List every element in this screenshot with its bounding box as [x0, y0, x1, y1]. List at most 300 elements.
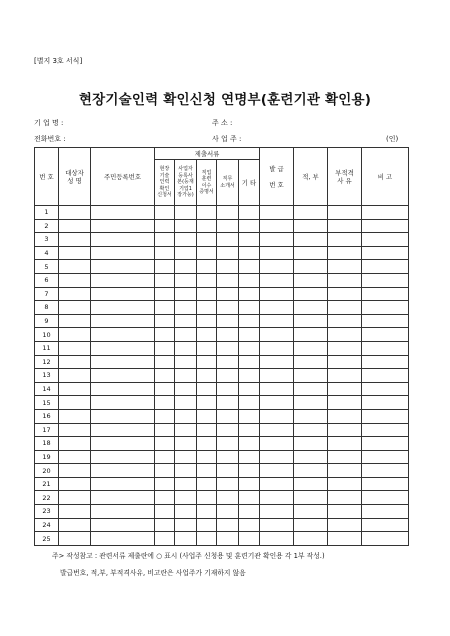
table-cell: [217, 437, 239, 451]
table-row: [35, 314, 409, 328]
header-doc-job-introduction: 직무 소개서: [217, 160, 239, 206]
table-cell: [197, 450, 217, 464]
page-title: 현장기술인력 확인신청 연명부(훈련기관 확인용): [78, 92, 372, 108]
table-cell: [239, 464, 260, 478]
table-cell: [239, 273, 260, 287]
table-cell: [362, 246, 409, 260]
table-cell: [59, 246, 91, 260]
table-cell: [175, 260, 197, 274]
table-cell: [91, 505, 155, 519]
table-cell: [362, 233, 409, 247]
table-cell: [217, 287, 239, 301]
table-cell: [175, 233, 197, 247]
table-cell: [59, 314, 91, 328]
table-cell: [91, 437, 155, 451]
table-cell: [328, 273, 362, 287]
table-cell: [362, 532, 409, 546]
table-cell: [155, 328, 175, 342]
table-row: [35, 450, 409, 464]
table-cell: [197, 314, 217, 328]
table-cell: [239, 287, 260, 301]
table-cell: [217, 301, 239, 315]
table-cell: [91, 450, 155, 464]
table-cell: [155, 464, 175, 478]
table-cell: [328, 355, 362, 369]
table-cell: [197, 301, 217, 315]
table-cell: [294, 287, 328, 301]
table-cell: [155, 409, 175, 423]
table-cell: [328, 219, 362, 233]
table-cell: [59, 382, 91, 396]
table-cell: [362, 341, 409, 355]
table-cell: [197, 382, 217, 396]
table-row: [35, 233, 409, 247]
table-cell: [217, 518, 239, 532]
row-number: 4: [35, 246, 59, 260]
table-cell: [362, 477, 409, 491]
table-cell: [328, 246, 362, 260]
table-cell: [294, 369, 328, 383]
table-row: [35, 328, 409, 342]
table-row: [35, 464, 409, 478]
row-number: 19: [35, 450, 59, 464]
table-cell: [217, 396, 239, 410]
table-cell: [91, 314, 155, 328]
table-cell: [59, 491, 91, 505]
table-cell: [294, 518, 328, 532]
table-cell: [260, 355, 294, 369]
table-cell: [155, 206, 175, 220]
table-cell: [294, 532, 328, 546]
table-cell: [328, 450, 362, 464]
table-cell: [175, 423, 197, 437]
table-cell: [294, 505, 328, 519]
table-cell: [91, 219, 155, 233]
table-cell: [294, 341, 328, 355]
table-cell: [175, 246, 197, 260]
table-cell: [59, 287, 91, 301]
table-cell: [239, 341, 260, 355]
table-cell: [155, 477, 175, 491]
header-doc-training-certificate: 직업 훈련 이수 증명서: [197, 160, 217, 206]
table-cell: [362, 450, 409, 464]
row-number: 23: [35, 505, 59, 519]
table-row: [35, 355, 409, 369]
table-cell: [362, 273, 409, 287]
table-cell: [217, 464, 239, 478]
table-cell: [239, 355, 260, 369]
table-cell: [260, 450, 294, 464]
table-cell: [155, 369, 175, 383]
table-cell: [328, 260, 362, 274]
row-number: 15: [35, 396, 59, 410]
table-cell: [328, 369, 362, 383]
table-cell: [294, 437, 328, 451]
table-cell: [362, 219, 409, 233]
table-cell: [175, 437, 197, 451]
table-cell: [362, 396, 409, 410]
table-cell: [217, 233, 239, 247]
table-cell: [239, 246, 260, 260]
table-cell: [328, 518, 362, 532]
row-number: 18: [35, 437, 59, 451]
table-cell: [294, 219, 328, 233]
table-cell: [155, 246, 175, 260]
table-cell: [155, 423, 175, 437]
row-number: 7: [35, 287, 59, 301]
table-cell: [155, 301, 175, 315]
table-cell: [175, 505, 197, 519]
table-cell: [239, 314, 260, 328]
table-cell: [175, 206, 197, 220]
row-number: 21: [35, 477, 59, 491]
table-cell: [155, 287, 175, 301]
table-cell: [175, 341, 197, 355]
table-row: [35, 341, 409, 355]
table-cell: [217, 355, 239, 369]
row-number: 8: [35, 301, 59, 315]
table-cell: [197, 219, 217, 233]
table-cell: [239, 491, 260, 505]
table-cell: [294, 450, 328, 464]
table-cell: [175, 273, 197, 287]
table-cell: [197, 273, 217, 287]
table-cell: [260, 328, 294, 342]
table-cell: [328, 233, 362, 247]
table-row: [35, 273, 409, 287]
table-row: [35, 206, 409, 220]
table-cell: [197, 328, 217, 342]
row-number: 14: [35, 382, 59, 396]
table-cell: [362, 409, 409, 423]
table-cell: [175, 532, 197, 546]
table-cell: [59, 369, 91, 383]
table-cell: [260, 341, 294, 355]
table-cell: [197, 341, 217, 355]
table-cell: [175, 518, 197, 532]
header-submitted-docs: 제출서류: [155, 148, 260, 160]
note-line-2: 발급번호, 적,부, 부적격사유, 비고란은 사업주가 기재하지 않음: [60, 569, 246, 577]
table-cell: [239, 301, 260, 315]
table-cell: [239, 437, 260, 451]
table-cell: [197, 437, 217, 451]
table-cell: [155, 341, 175, 355]
roster-table: [34, 147, 409, 546]
table-cell: [328, 423, 362, 437]
table-cell: [175, 477, 197, 491]
table-cell: [260, 206, 294, 220]
table-cell: [294, 246, 328, 260]
table-cell: [91, 287, 155, 301]
table-cell: [217, 491, 239, 505]
table-cell: [362, 301, 409, 315]
table-cell: [260, 518, 294, 532]
table-cell: [155, 450, 175, 464]
table-cell: [91, 301, 155, 315]
table-cell: [328, 491, 362, 505]
table-cell: [294, 301, 328, 315]
table-cell: [217, 314, 239, 328]
table-cell: [239, 505, 260, 519]
table-cell: [260, 314, 294, 328]
table-row: [35, 437, 409, 451]
table-cell: [155, 260, 175, 274]
table-cell: [197, 206, 217, 220]
table-cell: [294, 314, 328, 328]
table-cell: [328, 505, 362, 519]
table-cell: [260, 260, 294, 274]
table-cell: [260, 437, 294, 451]
table-cell: [328, 341, 362, 355]
table-cell: [260, 246, 294, 260]
table-row: [35, 301, 409, 315]
row-number: 10: [35, 328, 59, 342]
table-cell: [239, 382, 260, 396]
table-cell: [217, 369, 239, 383]
row-number: 24: [35, 518, 59, 532]
table-cell: [239, 409, 260, 423]
header-doc-business-registration: 사업자 등록사 본(등재 기업1 장가능): [175, 160, 197, 206]
table-cell: [59, 477, 91, 491]
row-number: 22: [35, 491, 59, 505]
table-cell: [362, 464, 409, 478]
table-cell: [59, 396, 91, 410]
table-cell: [328, 477, 362, 491]
header-no: 번 호: [35, 148, 59, 206]
table-cell: [91, 369, 155, 383]
table-cell: [217, 382, 239, 396]
table-row: [35, 491, 409, 505]
table-cell: [217, 341, 239, 355]
table-cell: [155, 273, 175, 287]
table-cell: [175, 491, 197, 505]
table-cell: [175, 450, 197, 464]
table-cell: [175, 219, 197, 233]
table-cell: [175, 328, 197, 342]
table-cell: [59, 532, 91, 546]
table-cell: [328, 328, 362, 342]
table-cell: [217, 477, 239, 491]
table-cell: [91, 246, 155, 260]
table-cell: [155, 382, 175, 396]
row-number: 25: [35, 532, 59, 546]
table-cell: [294, 206, 328, 220]
note-line-1: 주> 작성참고 : 관련서류 제출란에 ○ 표시 (사업주 신청용 및 훈련기관 확인용 각 1부 작성.): [52, 552, 325, 560]
table-cell: [91, 409, 155, 423]
table-cell: [59, 219, 91, 233]
table-cell: [175, 369, 197, 383]
table-cell: [197, 532, 217, 546]
table-row: [35, 260, 409, 274]
table-row: [35, 219, 409, 233]
table-cell: [328, 287, 362, 301]
table-cell: [155, 355, 175, 369]
table-cell: [197, 477, 217, 491]
table-cell: [260, 219, 294, 233]
table-cell: [91, 518, 155, 532]
table-cell: [328, 396, 362, 410]
table-cell: [59, 260, 91, 274]
table-cell: [362, 260, 409, 274]
table-cell: [260, 491, 294, 505]
table-cell: [217, 532, 239, 546]
table-cell: [175, 314, 197, 328]
table-cell: [294, 423, 328, 437]
row-number: 16: [35, 409, 59, 423]
phone-label: 전화번호 :: [34, 135, 66, 143]
table-cell: [294, 464, 328, 478]
table-cell: [155, 314, 175, 328]
table-cell: [217, 328, 239, 342]
table-cell: [217, 260, 239, 274]
table-cell: [91, 423, 155, 437]
table-cell: [362, 491, 409, 505]
table-cell: [217, 450, 239, 464]
table-cell: [59, 328, 91, 342]
table-cell: [294, 328, 328, 342]
row-number: 20: [35, 464, 59, 478]
row-number: 2: [35, 219, 59, 233]
table-cell: [175, 355, 197, 369]
table-cell: [239, 369, 260, 383]
table-cell: [91, 396, 155, 410]
table-cell: [328, 382, 362, 396]
table-cell: [362, 518, 409, 532]
table-cell: [59, 450, 91, 464]
table-row: [35, 409, 409, 423]
table-cell: [239, 260, 260, 274]
table-cell: [197, 491, 217, 505]
table-cell: [239, 518, 260, 532]
table-row: [35, 532, 409, 546]
table-cell: [294, 382, 328, 396]
table-row: [35, 477, 409, 491]
table-cell: [239, 233, 260, 247]
row-number: 3: [35, 233, 59, 247]
form-number: [별지 3호 서식]: [34, 57, 83, 65]
table-cell: [197, 260, 217, 274]
table-cell: [239, 477, 260, 491]
header-ineligible-reason: 부적격 사 유: [328, 148, 362, 206]
header-doc-application: 현장 기술 인력 확인 신청서: [155, 160, 175, 206]
table-cell: [91, 260, 155, 274]
row-number: 13: [35, 369, 59, 383]
table-cell: [59, 301, 91, 315]
table-cell: [239, 423, 260, 437]
table-cell: [328, 206, 362, 220]
table-cell: [328, 437, 362, 451]
table-cell: [217, 505, 239, 519]
table-cell: [155, 505, 175, 519]
table-cell: [362, 437, 409, 451]
table-cell: [362, 287, 409, 301]
table-cell: [175, 464, 197, 478]
table-cell: [59, 355, 91, 369]
table-cell: [362, 423, 409, 437]
table-cell: [59, 505, 91, 519]
table-row: [35, 518, 409, 532]
table-cell: [59, 518, 91, 532]
table-cell: [197, 423, 217, 437]
table-cell: [155, 396, 175, 410]
table-cell: [217, 206, 239, 220]
table-cell: [91, 532, 155, 546]
table-cell: [260, 369, 294, 383]
table-cell: [197, 233, 217, 247]
row-number: 17: [35, 423, 59, 437]
table-cell: [155, 437, 175, 451]
table-cell: [155, 491, 175, 505]
row-number: 11: [35, 341, 59, 355]
table-cell: [239, 219, 260, 233]
table-cell: [260, 464, 294, 478]
table-cell: [294, 260, 328, 274]
table-cell: [217, 423, 239, 437]
table-cell: [294, 273, 328, 287]
table-cell: [239, 450, 260, 464]
header-remarks: 비 고: [362, 148, 409, 206]
table-cell: [362, 328, 409, 342]
table-cell: [260, 382, 294, 396]
seal-mark: (인): [386, 135, 399, 143]
notes: [52, 548, 325, 582]
table-cell: [155, 233, 175, 247]
table-row: [35, 396, 409, 410]
table-cell: [91, 355, 155, 369]
row-number: 12: [35, 355, 59, 369]
table-cell: [260, 287, 294, 301]
table-cell: [362, 314, 409, 328]
header-doc-other: 기 타: [239, 160, 260, 206]
table-row: [35, 382, 409, 396]
table-cell: [260, 396, 294, 410]
table-cell: [328, 409, 362, 423]
table-cell: [59, 464, 91, 478]
address-label: 주 소 :: [212, 119, 233, 127]
table-cell: [260, 273, 294, 287]
table-cell: [328, 314, 362, 328]
table-cell: [91, 382, 155, 396]
table-cell: [260, 301, 294, 315]
table-row: [35, 369, 409, 383]
table-cell: [175, 396, 197, 410]
header-issue-no: 발 급 번 호: [260, 148, 294, 206]
table-cell: [328, 464, 362, 478]
table-cell: [175, 287, 197, 301]
table-cell: [197, 396, 217, 410]
table-cell: [362, 355, 409, 369]
row-number: 6: [35, 273, 59, 287]
table-row: [35, 287, 409, 301]
table-cell: [155, 219, 175, 233]
table-cell: [294, 233, 328, 247]
table-cell: [362, 505, 409, 519]
table-cell: [197, 505, 217, 519]
table-cell: [197, 369, 217, 383]
table-cell: [328, 301, 362, 315]
table-cell: [294, 355, 328, 369]
table-cell: [175, 409, 197, 423]
table-cell: [175, 301, 197, 315]
table-cell: [217, 409, 239, 423]
table-cell: [197, 287, 217, 301]
table-cell: [59, 233, 91, 247]
table-row: [35, 423, 409, 437]
table-cell: [362, 369, 409, 383]
table-cell: [91, 328, 155, 342]
table-cell: [197, 518, 217, 532]
table-cell: [294, 491, 328, 505]
